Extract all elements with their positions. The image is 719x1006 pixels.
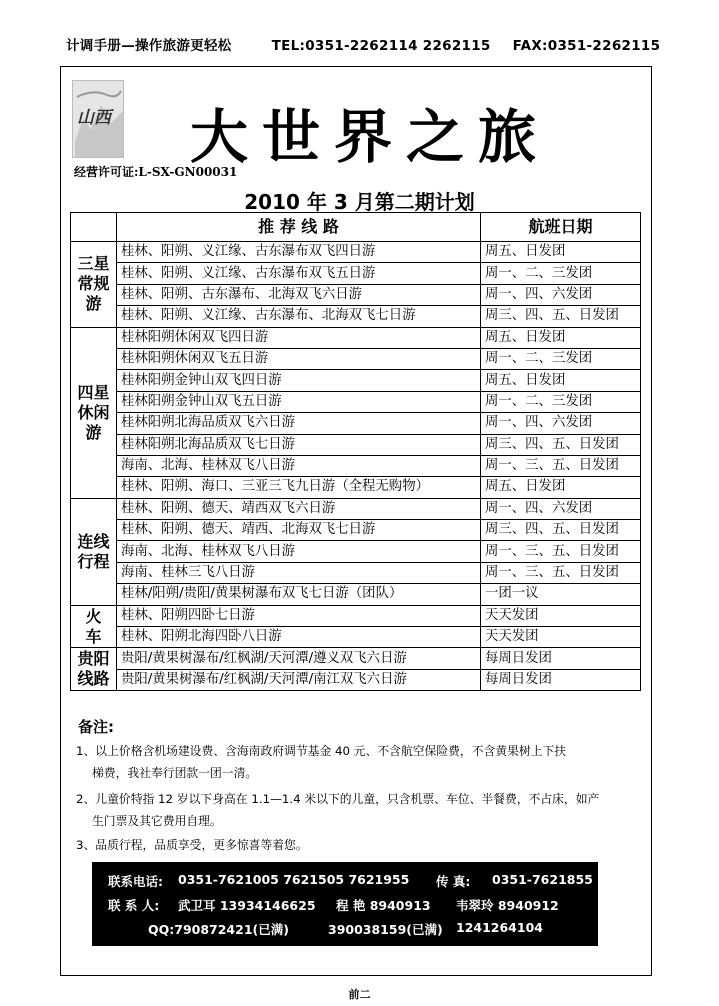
note-1-line-2: 梯费，我社奉行团款一团一清。 (92, 766, 258, 780)
route-cell: 桂林、阳朔、德天、靖西双飞六日游 (117, 498, 481, 519)
license-number: 经营许可证:L-SX-GN00031 (74, 165, 238, 179)
route-cell: 海南、北海、桂林双飞八日游 (117, 455, 481, 476)
category-cell: 贵阳线路 (71, 648, 117, 691)
route-cell: 桂林、阳朔、古东瀑布、北海双飞六日游 (117, 284, 481, 305)
table-row (71, 242, 641, 263)
date-cell: 天天发团 (481, 627, 641, 648)
table-row (71, 413, 641, 434)
table-row (71, 327, 641, 348)
table-row (71, 477, 641, 498)
note-2-line-1: 2、儿童价特指 12 岁以下身高在 1.1—1.4 米以下的儿童，只含机票、车位、半餐费，不占床，如产 (76, 792, 600, 806)
date-cell: 每周日发团 (481, 669, 641, 690)
table-row (71, 562, 641, 583)
contact-phone-label: 联系电话: (108, 874, 163, 889)
table-row (71, 370, 641, 391)
contact-fax: 0351-7621855 (492, 872, 593, 887)
date-cell: 周三、四、五、日发团 (481, 434, 641, 455)
table-row (71, 648, 641, 669)
route-cell: 海南、桂林三飞八日游 (117, 562, 481, 583)
header-category (71, 213, 117, 242)
date-cell: 一团一议 (481, 584, 641, 605)
date-cell: 周一、三、五、日发团 (481, 562, 641, 583)
logo (72, 80, 124, 158)
header-tagline: 计调手册—操作旅游更轻松 (66, 38, 232, 54)
table-row (71, 455, 641, 476)
date-cell: 周一、三、五、日发团 (481, 541, 641, 562)
route-cell: 桂林、阳朔、义江缘、古东瀑布、北海双飞七日游 (117, 306, 481, 327)
note-1 (76, 740, 644, 784)
route-table (70, 212, 641, 691)
header-route: 推 荐 线 路 (117, 213, 481, 242)
note-3 (76, 834, 644, 856)
route-cell: 桂林、阳朔、义江缘、古东瀑布双飞五日游 (117, 263, 481, 284)
date-cell: 周一、四、六发团 (481, 284, 641, 305)
category-cell: 三星常规游 (71, 242, 117, 328)
date-cell: 周五、日发团 (481, 327, 641, 348)
contact-person-2: 程 艳 8940913 (336, 898, 431, 913)
table-row (71, 263, 641, 284)
route-cell: 桂林阳朔金钟山双飞四日游 (117, 370, 481, 391)
contact-qq-1: QQ:790872421(已满) (148, 922, 289, 937)
date-cell: 周五、日发团 (481, 242, 641, 263)
route-cell: 桂林、阳朔、义江缘、古东瀑布双飞四日游 (117, 242, 481, 263)
route-cell: 桂林、阳朔、德天、靖西、北海双飞七日游 (117, 520, 481, 541)
header-date: 航班日期 (481, 213, 641, 242)
route-cell: 桂林/阳朔/贵阳/黄果树瀑布双飞七日游（团队） (117, 584, 481, 605)
contact-fax-label: 传 真: (436, 874, 471, 889)
date-cell: 周一、四、六发团 (481, 498, 641, 519)
table-row (71, 627, 641, 648)
route-cell: 海南、北海、桂林双飞八日游 (117, 541, 481, 562)
date-cell: 周一、二、三发团 (481, 263, 641, 284)
table-row (71, 584, 641, 605)
date-cell: 周一、二、三发团 (481, 391, 641, 412)
date-cell: 周一、三、五、日发团 (481, 455, 641, 476)
note-2 (76, 788, 644, 832)
route-cell: 桂林、阳朔四卧七日游 (117, 605, 481, 626)
table-row (71, 541, 641, 562)
table-row (71, 284, 641, 305)
contact-qq-2: 390038159(已满) (328, 922, 443, 937)
category-cell: 火车 (71, 605, 117, 648)
date-cell: 周一、二、三发团 (481, 348, 641, 369)
header-phone: TEL:0351-2262114 2262115 (271, 38, 491, 54)
contact-person-1: 武卫耳 13934146625 (178, 898, 316, 913)
table-row (71, 391, 641, 412)
route-cell: 贵阳/黄果树瀑布/红枫湖/天河潭/南江双飞六日游 (117, 669, 481, 690)
contact-person-3: 韦翠玲 8940912 (456, 898, 559, 913)
contact-phones: 0351-7621005 7621505 7621955 (178, 872, 410, 887)
route-cell: 桂林、阳朔北海四卧八日游 (117, 627, 481, 648)
table-row (71, 434, 641, 455)
route-cell: 桂林阳朔北海品质双飞七日游 (117, 434, 481, 455)
notes-title: 备注: (78, 718, 114, 736)
header-fax: FAX:0351-2262115 (512, 38, 661, 54)
table-row (71, 669, 641, 690)
logo-text: 山西 (77, 108, 111, 128)
contact-qq-3: 1241264104 (456, 920, 543, 935)
route-cell: 桂林阳朔北海品质双飞六日游 (117, 413, 481, 434)
category-cell: 连线行程 (71, 498, 117, 605)
date-cell: 天天发团 (481, 605, 641, 626)
table-row (71, 605, 641, 626)
date-cell: 每周日发团 (481, 648, 641, 669)
note-1-line-1: 1、以上价格含机场建设费、含海南政府调节基金 40 元、不含航空保险费，不含黄果树上下扶 (76, 744, 567, 758)
route-cell: 桂林、阳朔、海口、三亚三飞九日游（全程无购物） (117, 477, 481, 498)
table-row (71, 520, 641, 541)
table-row (71, 498, 641, 519)
route-cell: 桂林阳朔休闲双飞五日游 (117, 348, 481, 369)
plan-title: 2010 年 3 月第二期计划 (244, 190, 475, 214)
date-cell: 周三、四、五、日发团 (481, 306, 641, 327)
contact-box (92, 862, 598, 946)
category-cell: 四星休闲游 (71, 327, 117, 498)
note-3-line-1: 3、品质行程，品质享受，更多惊喜等着您。 (76, 838, 308, 852)
contact-person-label: 联 系 人: (108, 898, 160, 913)
table-row (71, 306, 641, 327)
note-2-line-2: 生门票及其它费用自理。 (92, 814, 222, 828)
date-cell: 周一、四、六发团 (481, 413, 641, 434)
route-cell: 桂林阳朔休闲双飞四日游 (117, 327, 481, 348)
table-header-row (71, 213, 641, 242)
table-body (71, 242, 641, 691)
date-cell: 周三、四、五、日发团 (481, 520, 641, 541)
route-cell: 贵阳/黄果树瀑布/红枫湖/天河潭/遵义双飞六日游 (117, 648, 481, 669)
date-cell: 周五、日发团 (481, 370, 641, 391)
table-row (71, 348, 641, 369)
brand-title: 大世界之旅 (190, 103, 551, 171)
route-cell: 桂林阳朔金钟山双飞五日游 (117, 391, 481, 412)
header-line (66, 34, 661, 54)
date-cell: 周五、日发团 (481, 477, 641, 498)
page-footer: 前二 (348, 988, 371, 1001)
